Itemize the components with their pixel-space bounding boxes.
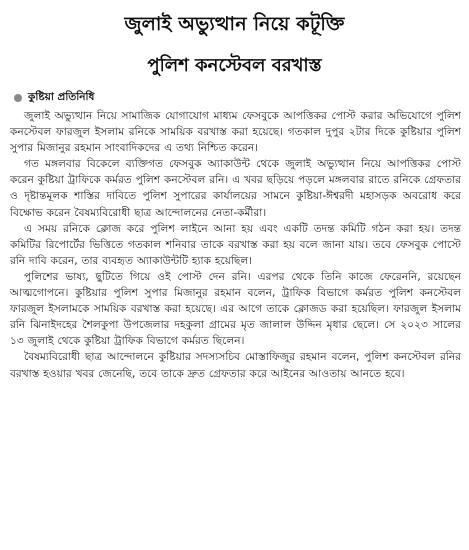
paragraph-4: পুলিশের ভাষ্য, ছুটিতে গিয়ে ওই পোস্ট দেন রনি। এরপর থেকে তিনি কাজে ফেরেননি, রয়েছেন আত্মগোপনে। কুষ্টিয়ার পুলিশ সুপার মিজানুর রহমান বলেন, ট্রাফিক বিভাগে কর্মরত পুলিশ কনস্টেবল ফারজুল ইসলামকে সাময়িক বরখাস্ত করা হয়েছে। এর আগে তাকে ক্লোজড করা হয়েছিল। ফারজুল ইসলাম রনি ঝিনাইদহের শৈলকুপা উপজেলার দহকুলা গ্রামের মৃত জালাল উদ্দিন মৃধার ছেলে। সে ২০২৩ সালের ১৩ জুলাই থেকে কুষ্টিয়া ট্রাফিক বিভাগে কর্মরত ছিলেন। [10, 270, 461, 348]
byline-text: কুষ্টিয়া প্রতিনিধি [28, 90, 95, 103]
article-body [0, 106, 469, 382]
bullet-icon [14, 94, 22, 102]
headline-line-2: পুলিশ কনস্টেবল বরখাস্ত [147, 55, 322, 76]
paragraph-5: বৈষম্যবিরোধী ছাত্র আন্দোলনে কুষ্টিয়ার সদস্যসচিব মোস্তাফিজুর রহমান বলেন, পুলিশ কনস্টেবল রনির বরখাস্ত হওয়ার খবর জেনেছি, তবে তাকে দ্রুত গ্রেফতার করে আইনের আওতায় আনতে হবে। [10, 351, 461, 380]
paragraph-2: গত মঙ্গলবার বিকেলে ব্যক্তিগত ফেসবুক অ্যাকাউন্ট থেকে জুলাই অভ্যুত্থান নিয়ে আপত্তিকর পোস্ট করেন কুষ্টিয়া ট্রাফিকে কর্মরত পুলিশ কনস্টেবল রনি। এ খবর ছড়িয়ে পড়লে মঙ্গলবার রাতে রনিকে গ্রেফতার ও দৃষ্টান্তমূলক শাস্তির দাবিতে পুলিশ সুপারের কার্যালয়ের সামনে কুষ্টিয়া-ঈশ্বরদী মহাসড়ক অবরোধ করে বিক্ষোভ করেন বৈষম্যবিরোধী ছাত্র আন্দোলনের নেতা-কর্মীরা। [10, 158, 461, 219]
headline [0, 0, 469, 86]
byline [0, 86, 469, 106]
paragraph-3: এ সময় রনিকে ক্লোজ করে পুলিশ লাইনে আনা হয় এবং একটি তদন্ত কমিটি গঠন করা হয়। তদন্ত কমিটির রিপোর্টের ভিত্তিতে গতকাল শনিবার তাকে বরখাস্ত করা হয় বলে জানা যায়। তবে ফেসবুক পোস্টে রনি দাবি করেন, তার ব্যবহৃত অ্যাকাউন্টটি হ্যাক হয়েছিল। [10, 222, 461, 267]
paragraph-1: জুলাই অভ্যুত্থান নিয়ে সামাজিক যোগাযোগ মাধ্যম ফেসবুকে আপত্তিকর পোস্ট করার অভিযোগে পুলিশ কনস্টেবল ফারজুল ইসলাম রনিকে সাময়িক বরখাস্ত করা হয়েছে। গতকাল দুপুর ২টার দিকে কুষ্টিয়ার পুলিশ সুপার মিজানুর রহমান সাংবাদিকদের এ তথ্য নিশ্চিত করেন। [10, 110, 461, 155]
headline-line-1: জুলাই অভ্যুত্থান নিয়ে কটূক্তি [124, 13, 345, 35]
